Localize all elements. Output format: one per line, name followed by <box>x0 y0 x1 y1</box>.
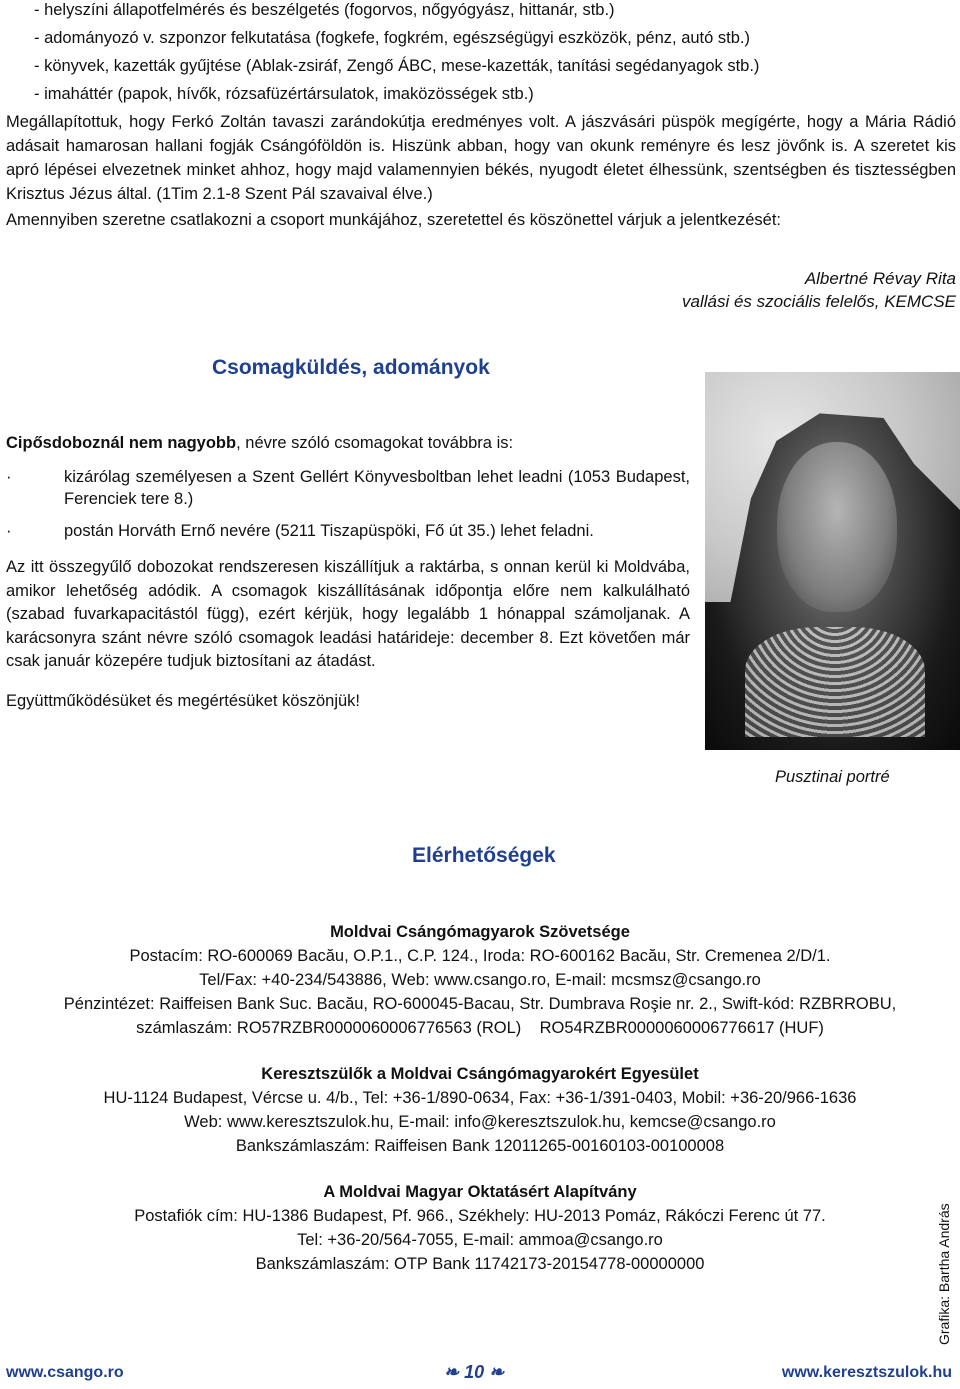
org-name: A Moldvai Magyar Oktatásért Alapítvány <box>323 1183 637 1201</box>
contact-line: Pénzintézet: Raiffeisen Bank Suc. Bacău, RO-600045-Bacau, Str. Dumbrava Roşie nr. 2., Swift-kód: RZBRROBU, <box>63 995 897 1013</box>
list-item: - imaháttér (papok, hívők, rózsafüzértársulatok, imaközösségek stb.) <box>34 85 534 103</box>
contact-line: Web: www.keresztszulok.hu, E-mail: info@keresztszulok.hu, kemcse@csango.ro <box>184 1113 776 1131</box>
package-body: Az itt összegyűlő dobozokat rendszeresen kiszállítjuk a raktárba, s onnan kerül ki Moldvába, amikor lehetőség adódik. A csomagok kiszállításának időpontja előre nem kalkulálható (szabad fuvarkapacitástól függ), ezért kérjük, hogy legalább 1 hónappal számoljanak. A karácsonyra szánt névre szóló csomagok leadási határideje: december 8. Ezt követően már csak január közepére tudjuk biztosítani az átadást. <box>6 558 690 670</box>
bullet-text: kizárólag személyesen a Szent Gellért Könyvesboltban lehet leadni (1053 Budapest, Ferenciek tere 8.) <box>64 468 690 508</box>
intro-section <box>6 0 956 230</box>
package-thanks: Együttműködésüket és megértésüket köszönjük! <box>6 691 361 710</box>
footer-left-link[interactable]: www.csango.ro <box>6 1364 124 1381</box>
intro-paragraph: Megállapítottuk, hogy Ferkó Zoltán tavaszi zarándokútja eredményes volt. A jászvásári püspök megígérte, hogy a Mária Rádió adásait hamarosan hallani fogják Csángóföldön is. Hiszünk abban, hogy van okunk reményre és lesz jövőnk is. A szeretet kis apró lépései elvezetnek minket ahhoz, hogy majd valamennyien békés, nyugodt életet élhessünk, szentségben és tisztességben Krisztus Jézus által. (1Tim 2.1-8 Szent Pál szavaival élve.) <box>6 113 956 203</box>
bullet-symbol: · <box>6 522 12 540</box>
list-item: - könyvek, kazetták gyűjtése (Ablak-zsiráf, Zengő ÁBC, mese-kazetták, tanítási segédanyagok stb.) <box>34 57 760 75</box>
signature-role: vallási és szociális felelős, KEMCSE <box>682 292 956 311</box>
org-name: Keresztszülők a Moldvai Csángómagyarokért Egyesület <box>261 1065 699 1083</box>
contacts-section <box>0 920 960 1298</box>
package-section <box>6 432 690 712</box>
bullet-text: postán Horváth Ernő nevére (5211 Tiszapüspöki, Fő út 35.) lehet feladni. <box>64 522 594 540</box>
contacts-heading: Elérhetőségek <box>412 844 556 867</box>
footer-right-link[interactable]: www.keresztszulok.hu <box>781 1364 952 1381</box>
package-intro-bold: Cipősdoboznál nem nagyobb <box>6 434 237 452</box>
list-item: - adományozó v. szponzor felkutatása (fogkefe, fogkrém, egészségügyi eszközök, pénz, autó stb.) <box>34 29 750 47</box>
join-paragraph: Amennyiben szeretne csatlakozni a csoport munkájához, szeretettel és köszönettel várjuk a jelentkezését: <box>6 211 781 229</box>
page-number <box>444 1362 504 1383</box>
package-intro-rest: , névre szóló csomagokat továbbra is: <box>236 434 514 452</box>
signature <box>682 267 956 313</box>
contact-line: Postacím: RO-600069 Bacău, O.P.1., C.P. 124., Iroda: RO-600162 Bacău, Str. Cremenea 2/D/1. <box>129 947 831 965</box>
photo-necklace <box>745 627 925 737</box>
package-intro <box>6 432 690 454</box>
ornament-right-icon: ❧ <box>489 1362 505 1382</box>
ornament-left-icon: ❧ <box>444 1362 460 1382</box>
contact-line: Tel: +36-20/564-7055, E-mail: ammoa@csango.ro <box>297 1231 663 1249</box>
contact-line: HU-1124 Budapest, Vércse u. 4/b., Tel: +36-1/890-0634, Fax: +36-1/391-0403, Mobil: +36-20/966-1636 <box>103 1089 857 1107</box>
photo-caption: Pusztinai portré <box>775 768 890 786</box>
contact-block <box>0 1062 960 1158</box>
contact-block <box>0 920 960 1040</box>
bullet-symbol: · <box>6 468 12 486</box>
contact-block <box>0 1180 960 1276</box>
org-name: Moldvai Csángómagyarok Szövetsége <box>330 923 630 941</box>
contact-line: számlaszám: RO57RZBR0000060006776563 (ROL) RO54RZBR0000060006776617 (HUF) <box>136 1019 824 1037</box>
contact-line: Bankszámlaszám: OTP Bank 11742173-20154778-00000000 <box>255 1255 705 1273</box>
list-item <box>6 466 690 510</box>
photo-face <box>777 442 897 612</box>
graphics-credit: Grafika: Bartha András <box>936 1203 952 1345</box>
page-number-value: 10 <box>464 1362 485 1382</box>
contact-line: Bankszámlaszám: Raiffeisen Bank 12011265-00160103-00100008 <box>235 1137 725 1155</box>
list-item <box>6 520 690 542</box>
signature-name: Albertné Révay Rita <box>804 269 956 288</box>
portrait-photo <box>705 372 960 750</box>
package-heading: Csomagküldés, adományok <box>212 356 490 379</box>
contact-line: Tel/Fax: +40-234/543886, Web: www.csango.ro, E-mail: mcsmsz@csango.ro <box>199 971 761 989</box>
contact-line: Postafiók cím: HU-1386 Budapest, Pf. 966., Székhely: HU-2013 Pomáz, Rákóczi Ferenc út 77. <box>134 1207 826 1225</box>
list-item: - helyszíni állapotfelmérés és beszélgetés (fogorvos, nőgyógyász, hittanár, stb.) <box>34 1 615 19</box>
